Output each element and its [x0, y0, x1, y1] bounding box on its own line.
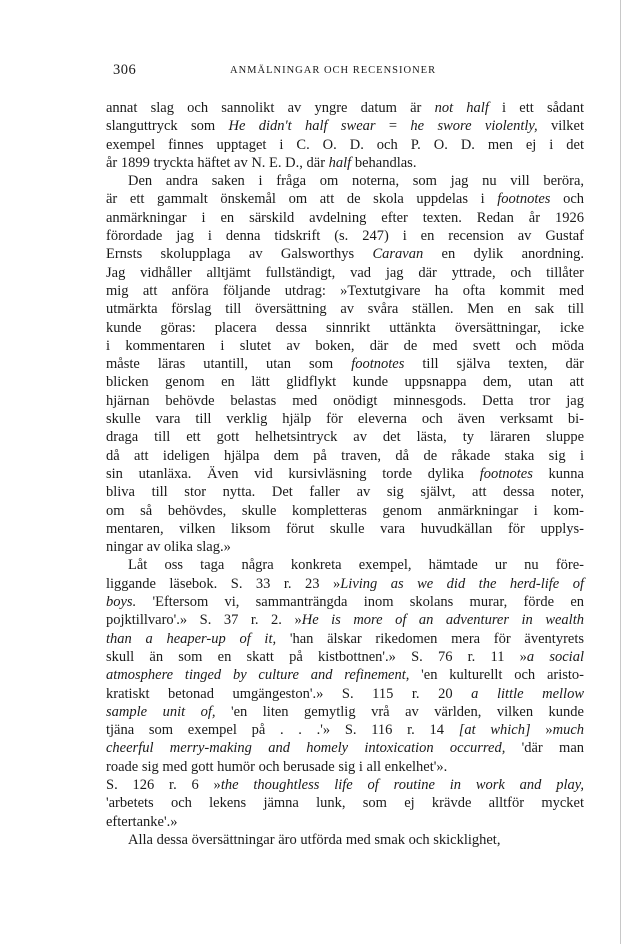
text-segment: exempel finnes upptaget i C. O. D. och P. O. D. men ej i det [106, 136, 584, 153]
text-segment: mentaren, vilken liksom förut skulle vara huvudkällan för upplys- [106, 520, 584, 537]
text-line [106, 117, 584, 135]
text-line [106, 502, 584, 520]
text-line [106, 264, 584, 282]
text-line [106, 392, 584, 410]
italic-segment: footnotes [479, 465, 533, 482]
text-line [106, 758, 584, 776]
text-segment: sin utanläxa. Även vid kursivläsning torde dylika [106, 465, 480, 482]
text-segment: eftertanke'.» [106, 813, 178, 830]
italic-segment: he swore violently, [410, 118, 538, 135]
text-line [106, 410, 584, 428]
text-segment: Ernsts skolupplaga av Galsworthys [106, 246, 373, 263]
text-segment: mig att anföra följande utdrag: »Textutgivare ha ofta kommit med [106, 282, 584, 299]
text-segment: 'en liten gemytlig vrå av världen, vilken kunde [215, 703, 584, 720]
italic-segment: sample unit of, [106, 703, 216, 720]
text-line [106, 337, 584, 355]
italic-segment: atmosphere tinged by culture and refinement, [106, 667, 410, 684]
text-line [106, 685, 584, 703]
italic-segment: footnotes [497, 191, 551, 208]
text-segment: hjärnan behövde belastas med onödigt minnesgods. Detta tror jag [106, 392, 584, 409]
text-segment: pojktillvaro'.» S. 37 r. 2. » [106, 612, 302, 629]
text-segment: = [375, 118, 411, 135]
text-segment: om så behövdes, skulle kompletteras genom anmärkningar i kom- [106, 502, 584, 519]
italic-segment: [at which] [458, 722, 531, 739]
text-line [106, 483, 584, 501]
page-header [113, 62, 583, 82]
text-segment: » [530, 722, 553, 739]
text-segment: Låt oss taga några konkreta exempel, hämtade ur nu före- [128, 557, 584, 574]
text-line [106, 209, 584, 227]
text-segment: skull än som en skatt på kistbottnen'.» S. 76 r. 11 » [106, 648, 527, 665]
text-segment: S. 126 r. 6 » [106, 776, 221, 793]
text-segment: skulle vara till verklig hjälp för eleverna och även verksamt bi- [106, 411, 584, 428]
italic-segment: half [328, 154, 352, 171]
text-segment: 'en kulturellt och aristo- [409, 667, 584, 684]
italic-segment: He is more of an adventurer in wealth [301, 612, 584, 629]
text-segment: kunde göras: placera dessa sinnrikt uttänkta översättningar, icke [106, 319, 584, 336]
italic-segment: than a heaper-up of it, [106, 630, 277, 647]
italic-segment: Caravan [372, 246, 424, 263]
text-line [106, 794, 584, 812]
text-line [106, 721, 584, 739]
text-segment: förordade jag i denna tidskrift (s. 247) i en recension av Gustaf [106, 228, 584, 245]
text-segment: måste läras utantill, utan som [106, 356, 352, 373]
text-segment: 'Eftersom vi, sammanträngda inom skolans murar, förde en [136, 594, 584, 611]
italic-segment: cheerful merry-making and homely intoxication occurred, [106, 740, 506, 757]
text-line [106, 831, 584, 849]
text-line [106, 465, 584, 483]
text-line [106, 666, 584, 684]
text-segment: draga till ett gott helhetsintryck av det lästa, ty läraren sluppe [106, 429, 584, 446]
text-segment: vilket [537, 118, 584, 135]
text-segment: Alla dessa översättningar äro utförda med smak och skicklighet, [128, 831, 501, 848]
text-line [106, 447, 584, 465]
text-segment: Den andra saken i fråga om noterna, som jag nu vill beröra, [128, 173, 584, 190]
text-line [106, 154, 584, 172]
text-line [106, 245, 584, 263]
text-segment: utmärkta förslag till översättning av svåra ställen. Men en sak till [106, 301, 584, 318]
text-segment: och [550, 191, 585, 208]
italic-segment: a social [526, 648, 584, 665]
text-segment: anmärkningar i en särskild avdelning efter texten. Redan år 1926 [106, 209, 584, 226]
text-line [106, 300, 584, 318]
text-line [106, 227, 584, 245]
text-segment: en dylik anordning. [423, 246, 584, 263]
italic-segment: boys. [106, 594, 137, 611]
text-segment: ningar av olika slag.» [106, 539, 231, 556]
italic-segment: the thoughtless life of routine in work and play, [220, 776, 584, 793]
running-title: ANMÄLNINGAR OCH RECENSIONER [230, 65, 437, 76]
text-segment: liggande läsebok. S. 33 r. 23 » [106, 575, 341, 592]
text-segment: slanguttryck som [106, 118, 229, 135]
text-line [106, 776, 584, 794]
italic-segment: footnotes [351, 356, 405, 373]
text-segment: Jag vidhåller alltjämt fullständigt, vad jag där yttrade, och tillåter [106, 264, 584, 281]
italic-segment: He didn't half swear [228, 118, 376, 135]
italic-segment: much [552, 722, 585, 739]
text-segment: roade sig med gott humör och berusade sig i all enkelhet'». [106, 758, 448, 775]
text-line [106, 190, 584, 208]
italic-segment: a little mellow [471, 685, 585, 702]
italic-segment: Living as we did the herd-life of [340, 575, 584, 592]
page-number: 306 [113, 62, 137, 78]
text-segment: är ett gammalt önskemål om att de skola uppdelas i [106, 191, 498, 208]
text-segment: till själva texten, där [404, 356, 584, 373]
text-segment: 'han älskar rikedomen mera för äventyrets [276, 630, 585, 647]
text-line [106, 739, 584, 757]
text-line [106, 593, 584, 611]
text-line [106, 611, 584, 629]
text-segment: 'där man [505, 740, 585, 757]
text-line [106, 538, 584, 556]
text-segment: kratiskt betonad umgängeston'.» S. 115 r. 20 [106, 685, 472, 702]
text-line [106, 630, 584, 648]
text-line [106, 172, 584, 190]
text-line [106, 575, 584, 593]
text-segment: kunna [532, 465, 584, 482]
text-line [106, 373, 584, 391]
italic-segment: not half [434, 100, 489, 116]
page-edge-line [620, 0, 621, 944]
text-segment: tjäna som exempel på . . .'» S. 116 r. 14 [106, 722, 459, 739]
text-line [106, 703, 584, 721]
text-line [106, 136, 584, 154]
text-line [106, 520, 584, 538]
body-text [106, 99, 584, 849]
text-segment: 'arbetets och lekens jämna lunk, som ej krävde alltför mycket [106, 795, 584, 812]
text-line [106, 648, 584, 666]
text-line [106, 319, 584, 337]
text-segment: då att ideligen hjälpa dem på traven, då de råkade staka sig i [106, 447, 584, 464]
text-line [106, 556, 584, 574]
text-segment: i kommentaren i slutet av boken, där de med svett och möda [106, 337, 584, 354]
text-line [106, 282, 584, 300]
text-segment: annat slag och sannolikt av yngre datum är [106, 100, 435, 116]
text-line [106, 99, 584, 117]
text-segment: år 1899 tryckta häftet av N. E. D., där [106, 154, 329, 171]
text-segment: bliva till stor nytta. Det faller av sig självt, att dessa noter, [106, 484, 584, 501]
text-segment: blicken genom en lätt glidflykt kunde uppsnappa dem, utan att [106, 374, 584, 391]
text-line [106, 813, 584, 831]
text-segment: i ett sådant [488, 100, 584, 116]
text-line [106, 428, 584, 446]
text-line [106, 355, 584, 373]
text-segment: behandlas. [351, 154, 417, 171]
